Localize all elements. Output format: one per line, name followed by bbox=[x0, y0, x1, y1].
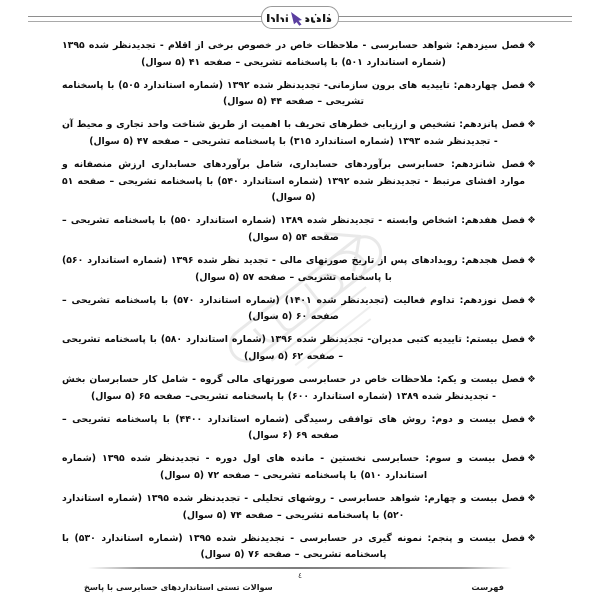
bullet-icon: ❖ bbox=[527, 453, 536, 465]
toc-entry-text: فصل بیست و پنجم: نمونه گیری در حسابرسی - تجدیدنظر شده ۱۳۹۵ (شماره استاندارد ۵۳۰) با پاسخنامه تشریحی – صفحه ۷۶ (۵ سوال) bbox=[62, 532, 525, 561]
bullet-icon: ❖ bbox=[527, 334, 536, 346]
toc-entry-text: فصل هجدهم: رویدادهای پس از تاریخ صورتهای مالی - تجدید نظر شده ۱۳۹۶ (شماره استاندارد ۵۶۰) با پاسخنامه تشریحی – صفحه ۵۷ (۵ سوال) bbox=[62, 255, 525, 283]
toc-entry-text: فصل پانزدهم: تشخیص و ارزیابی خطرهای تحریف با اهمیت از طریق شناخت واحد تجاری و محیط آن - تجدیدنظر شده ۱۳۹۳ (شماره استاندارد ۳۱۵) با پاسخنامه تشریحی – صفحه ۴۷ (۵ سوال) bbox=[62, 119, 525, 147]
bullet-icon: ❖ bbox=[527, 532, 536, 544]
bullet-icon: ❖ bbox=[527, 413, 536, 425]
toc-entry-16 bbox=[62, 157, 538, 207]
toc-list bbox=[62, 38, 538, 564]
toc-entry-13 bbox=[62, 38, 538, 71]
toc-entry-18 bbox=[62, 253, 538, 286]
toc-entry-text: فصل نوزدهم: تداوم فعالیت (تجدیدنظر شده ۱۴۰۱) (شماره استاندارد ۵۷۰) با پاسخنامه تشریحی – صفحه ۶۰ (۵ سوال) bbox=[62, 294, 526, 323]
footer-divider bbox=[88, 567, 512, 569]
toc-entry-text: فصل سیزدهم: شواهد حسابرسی - ملاحظات خاص در خصوص برخی از اقلام - تجدیدنظر شده ۱۳۹۵ (شماره استاندارد ۵۰۱) با پاسخنامه تشریحی – صفحه ۴۱ (۵ سوال) bbox=[62, 40, 525, 68]
bullet-icon: ❖ bbox=[527, 374, 536, 386]
bullet-icon: ❖ bbox=[527, 493, 536, 505]
toc-entry-text: فصل هفدهم: اشخاص وابسته - تجدیدنظر شده ۱۳۸۹ (شماره استاندارد ۵۵۰) با پاسخنامه تشریحی – صفحه ۵۴ (۵ سوال) bbox=[62, 215, 525, 243]
toc-content bbox=[0, 34, 600, 564]
bullet-icon: ❖ bbox=[527, 255, 536, 267]
toc-entry-19 bbox=[62, 293, 538, 326]
toc-entry-text: فصل بیست و سوم: حسابرسی نخستین - مانده های اول دوره - تجدیدنظر شده ۱۳۹۵ (شماره استاندارد ۵۱۰) با پاسخنامه تشریحی – صفحه ۷۲ (۵ سوال) bbox=[62, 453, 525, 482]
page-number: ٤ bbox=[297, 571, 303, 580]
toc-entry-text: فصل بیست و یکم: ملاحظات خاص در حسابرسی صورتهای مالی گروه - شامل کار حسابرسان بخش - تجدیدنظر شده ۱۳۸۹ (شماره استاندارد ۶۰۰) با پاسخنامه تشریحی– صفحه ۶۵ (۵ سوال) bbox=[62, 374, 525, 402]
bullet-icon: ❖ bbox=[527, 79, 536, 91]
toc-entry-text: فصل شانزدهم: حسابرسی برآوردهای حسابداری، شامل برآوردهای حسابداری ارزش منصفانه و موارد افشای مرتبط - تجدیدنظر شده ۱۳۹۲ (شماره استاندارد ۵۴۰) با پاسخنامه تشریحی – صفحه ۵۱ (۵ سوال) bbox=[62, 159, 525, 204]
toc-entry-22 bbox=[62, 412, 538, 445]
toc-entry-24 bbox=[62, 491, 538, 524]
toc-entry-text: فصل بیست و چهارم: شواهد حسابرسی - روشهای تحلیلی - تجدیدنظر شده ۱۳۹۵ (شماره استاندارد ۵۲۰) با پاسخنامه تشریحی – صفحه ۷۴ (۵ سوال) bbox=[62, 493, 525, 521]
toc-entry-text: فصل بیست و دوم: روش های توافقی رسیدگی (شماره استاندارد ۴۴۰۰) با پاسخنامه تشریحی – صفحه ۶۹ (۶ سوال) bbox=[62, 413, 526, 442]
toc-entry-text: فصل چهاردهم: تاییدیه های برون سازمانی- تجدیدنظر شده ۱۳۹۲ (شماره استاندارد ۵۰۵) با پاسخنامه تشریحی – صفحه ۴۴ (۵ سوال) bbox=[62, 79, 526, 108]
bullet-icon: ❖ bbox=[527, 40, 536, 51]
page-footer bbox=[0, 567, 600, 592]
toc-entry-14 bbox=[62, 78, 538, 111]
footer-book-title: سوالات تستی استانداردهای حسابرسی با پاسخ bbox=[84, 582, 273, 592]
bullet-icon: ❖ bbox=[527, 159, 536, 171]
toc-entry-text: فصل بیستم: تاییدیه کتبی مدیران- تجدیدنظر شده ۱۳۹۶ (شماره استاندارد ۵۸۰) با پاسخنامه تشریحی – صفحه ۶۲ (۵ سوال) bbox=[62, 334, 526, 362]
footer-row bbox=[0, 581, 600, 592]
site-logo[interactable] bbox=[261, 6, 339, 29]
bullet-icon: ❖ bbox=[527, 215, 536, 227]
toc-entry-15 bbox=[62, 117, 538, 150]
bullet-icon: ❖ bbox=[527, 119, 536, 131]
toc-entry-20 bbox=[62, 332, 538, 365]
toc-entry-21 bbox=[62, 372, 538, 405]
page-header bbox=[0, 0, 600, 34]
footer-section-label: فهرست bbox=[471, 582, 504, 592]
toc-entry-23 bbox=[62, 451, 538, 484]
toc-entry-17 bbox=[62, 213, 538, 246]
bullet-icon: ❖ bbox=[527, 294, 536, 306]
toc-entry-25 bbox=[62, 531, 538, 564]
